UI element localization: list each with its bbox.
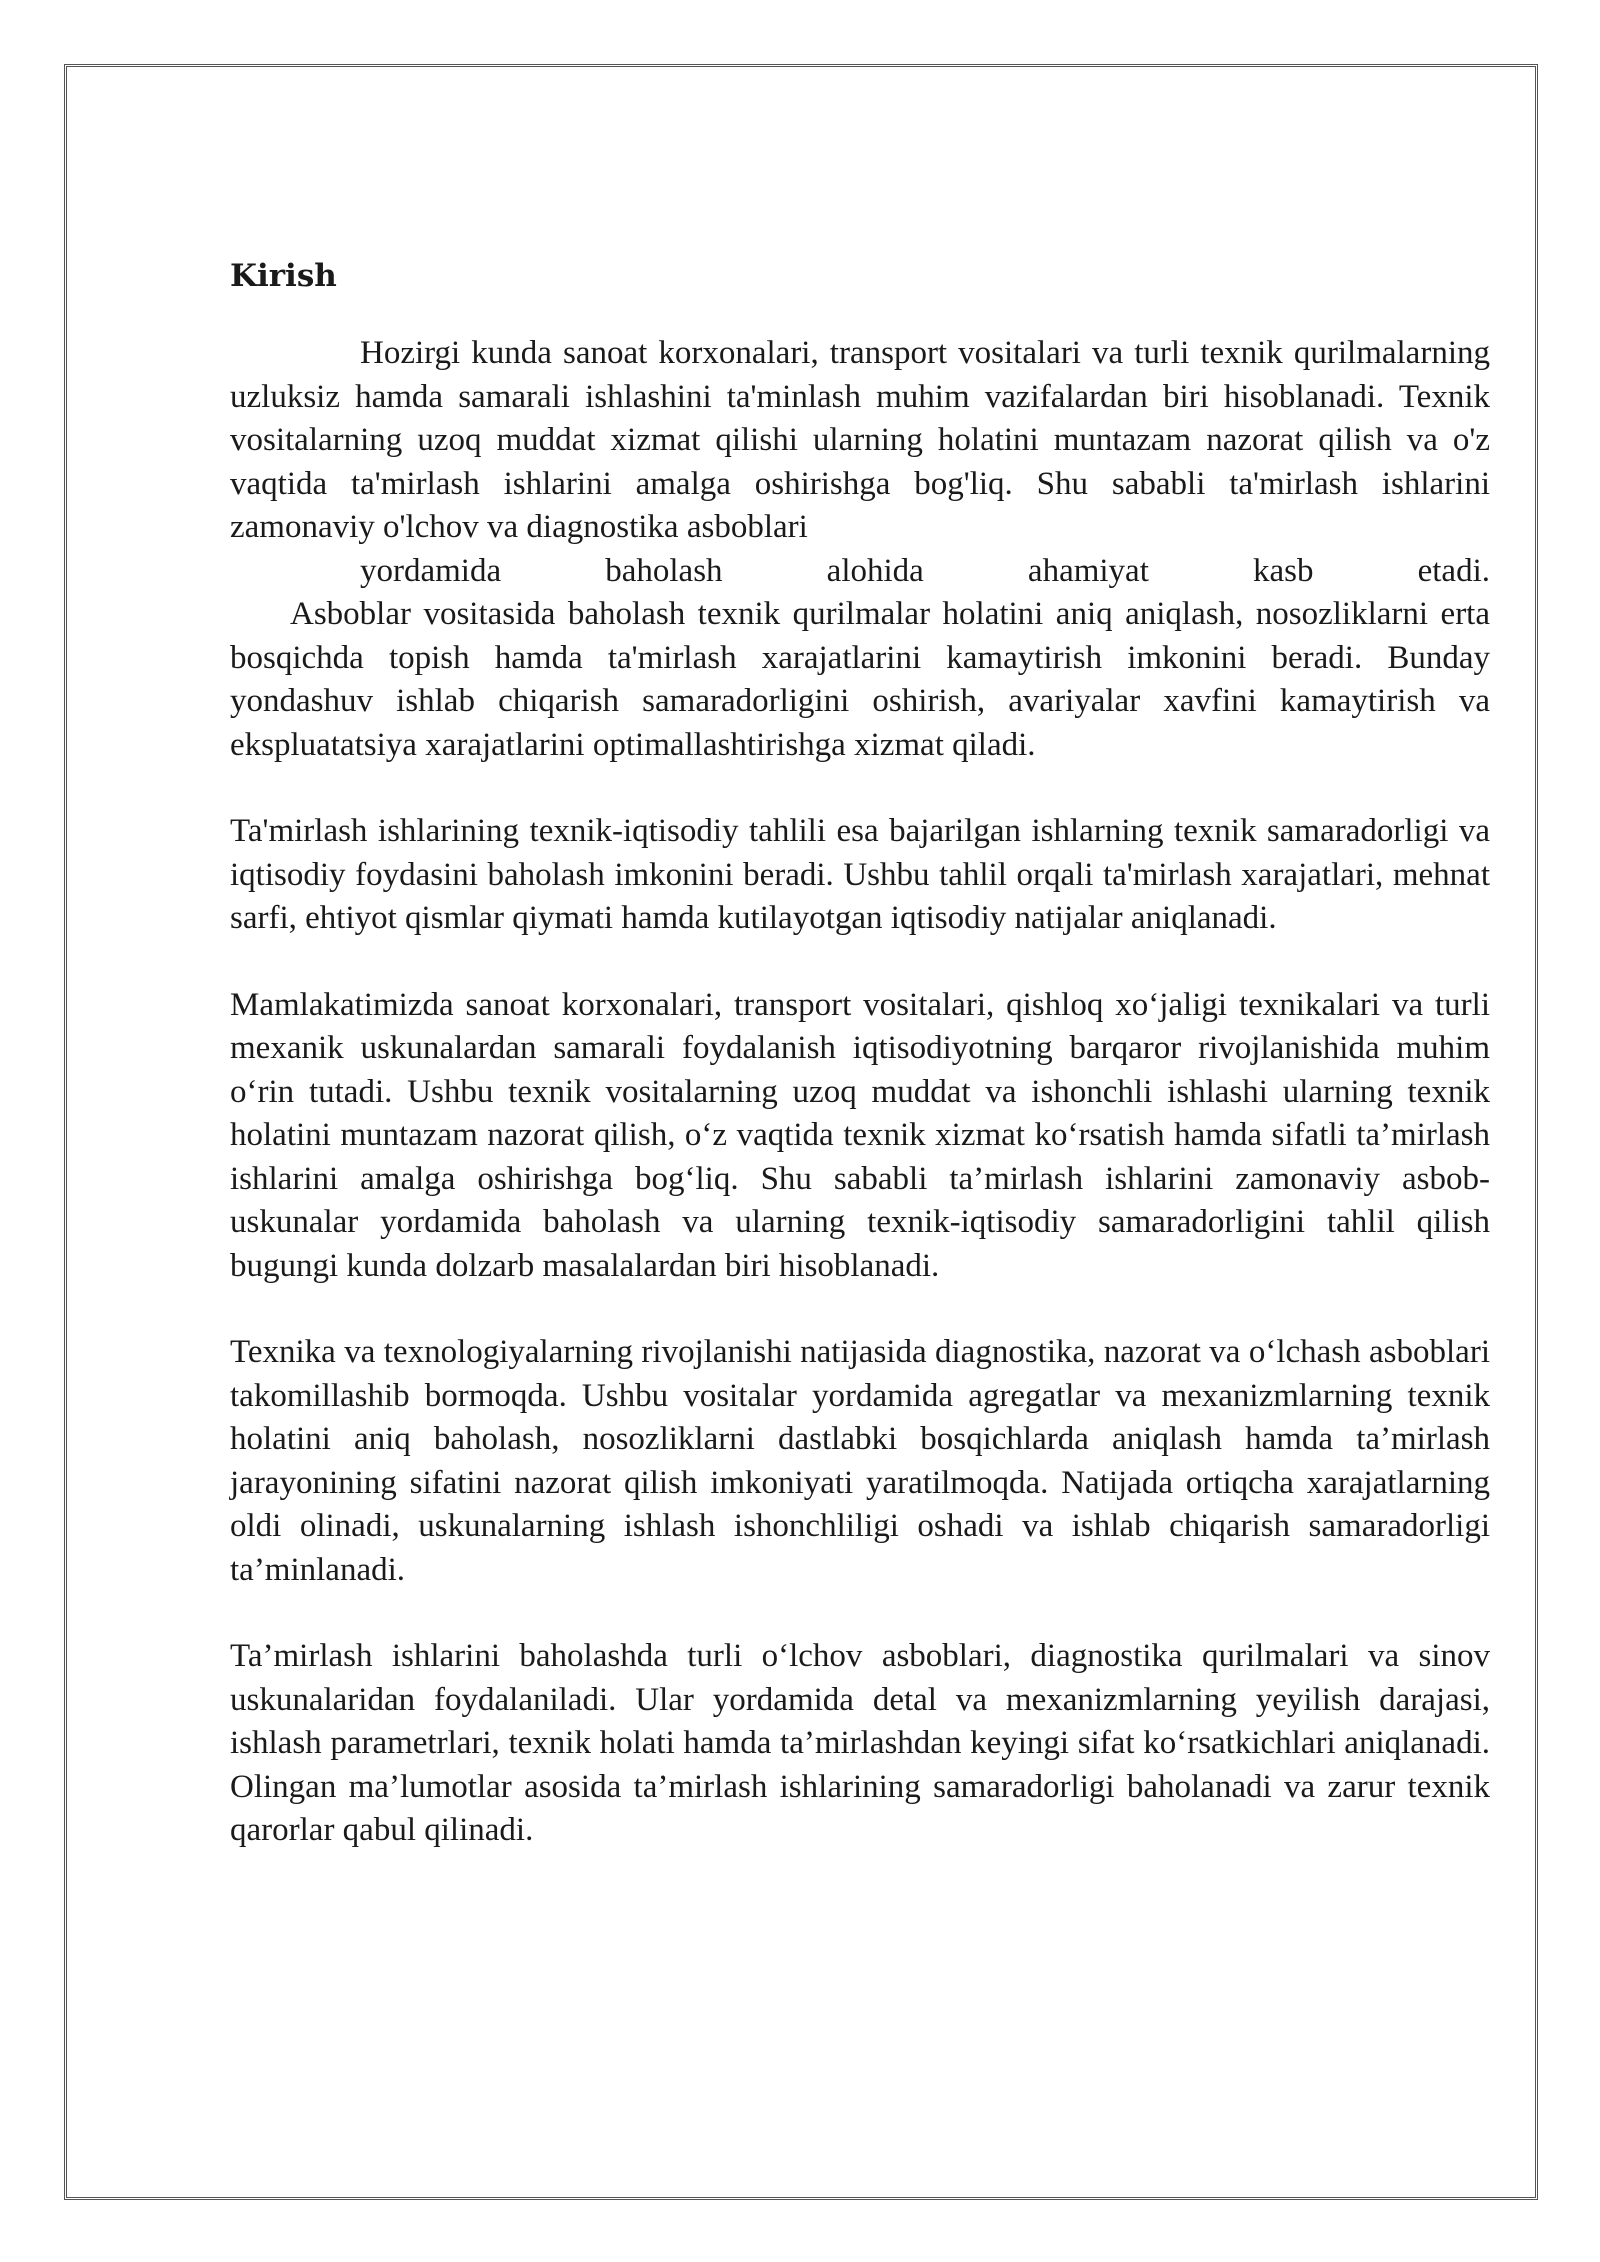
document-body	[230, 255, 1490, 1896]
paragraph-instruments: Asboblar vositasida baholash texnik qurilmalar holatini aniq aniqlash, nosozliklarni erta bosqichda topish hamda ta'mirlash xarajatlarini kamaytirish imkonini beradi. Bunday yondashuv ishlab chiqarish samaradorligini oshirish, avariyalar xavfini kamaytirish va ekspluatatsiya xarajatlarini optimallashtirishga xizmat qiladi.	[230, 596, 1490, 763]
paragraph-economic-analysis: Ta'mirlash ishlarining texnik-iqtisodiy tahlili esa bajarilgan ishlarning texnik samaradorligi va iqtisodiy foydasini baholash imkonini beradi. Ushbu tahlil orqali ta'mirlash xarajatlari, mehnat sarfi, ehtiyot qismlar qiymati hamda kutilayotgan iqtisodiy natijalar aniqlanadi.	[230, 813, 1490, 936]
paragraph-intro	[230, 332, 1490, 593]
section-heading: Kirish	[230, 258, 337, 294]
paragraph-assessment: Ta’mirlash ishlarini baholashda turli o‘lchov asboblari, diagnostika qurilmalari va sinov uskunalaridan foydalaniladi. Ular yordamida detal va mexanizmlarning yeyilish darajasi, ishlash parametrlari, texnik holati hamda ta’mirlashdan keyingi sifat ko‘rsatkichlari aniqlanadi. Olingan ma’lumotlar asosida ta’mirlash ishlarining samaradorligi baholanadi va zarur texnik qarorlar qabul qilinadi.	[230, 1638, 1490, 1848]
paragraph-intro-text: Hozirgi kunda sanoat korxonalari, transport vositalari va turli texnik qurilmalarning uzluksiz hamda samarali ishlashini ta'minlash muhim vazifalardan biri hisoblanadi. Texnik vositalarning uzoq muddat xizmat qilishi ularning holatini muntazam nazorat qilish va o'z vaqtida ta'mirlash ishlarini amalga oshirishga bog'liq. Shu sababli ta'mirlash ishlarini zamonaviy o'lchov va diagnostika asboblari	[230, 335, 1490, 545]
paragraph-technology: Texnika va texnologiyalarning rivojlanishi natijasida diagnostika, nazorat va o‘lchash asboblari takomillashib bormoqda. Ushbu vositalar yordamida agregatlar va mexanizmlarning texnik holatini aniq baholash, nosozliklarni dastlabki bosqichlarda aniqlash hamda ta’mirlash jarayonining sifatini nazorat qilish imkoniyati yaratilmoqda. Natijada ortiqcha xarajatlarning oldi olinadi, uskunalarning ishlash ishonchliligi oshadi va ishlab chiqarish samaradorligi ta’minlanadi.	[230, 1334, 1490, 1588]
paragraph-intro-last-line: yordamida baholash alohida ahamiyat kasb etadi.	[360, 552, 1490, 589]
paragraph-country-context: Mamlakatimizda sanoat korxonalari, transport vositalari, qishloq xo‘jaligi texnikalari va turli mexanik uskunalardan samarali foydalanish iqtisodiyotning barqaror rivojlanishida muhim o‘rin tutadi. Ushbu texnik vositalarning uzoq muddat va ishonchli ishlashi ularning texnik holatini muntazam nazorat qilish, o‘z vaqtida texnik xizmat ko‘rsatish hamda sifatli ta’mirlash ishlarini amalga oshirishga bog‘liq. Shu sababli ta’mirlash ishlarini zamonaviy asbob-uskunalar yordamida baholash va ularning texnik-iqtisodiy samaradorligini tahlil qilish bugungi kunda dolzarb masalalardan biri hisoblanadi.	[230, 986, 1490, 1284]
